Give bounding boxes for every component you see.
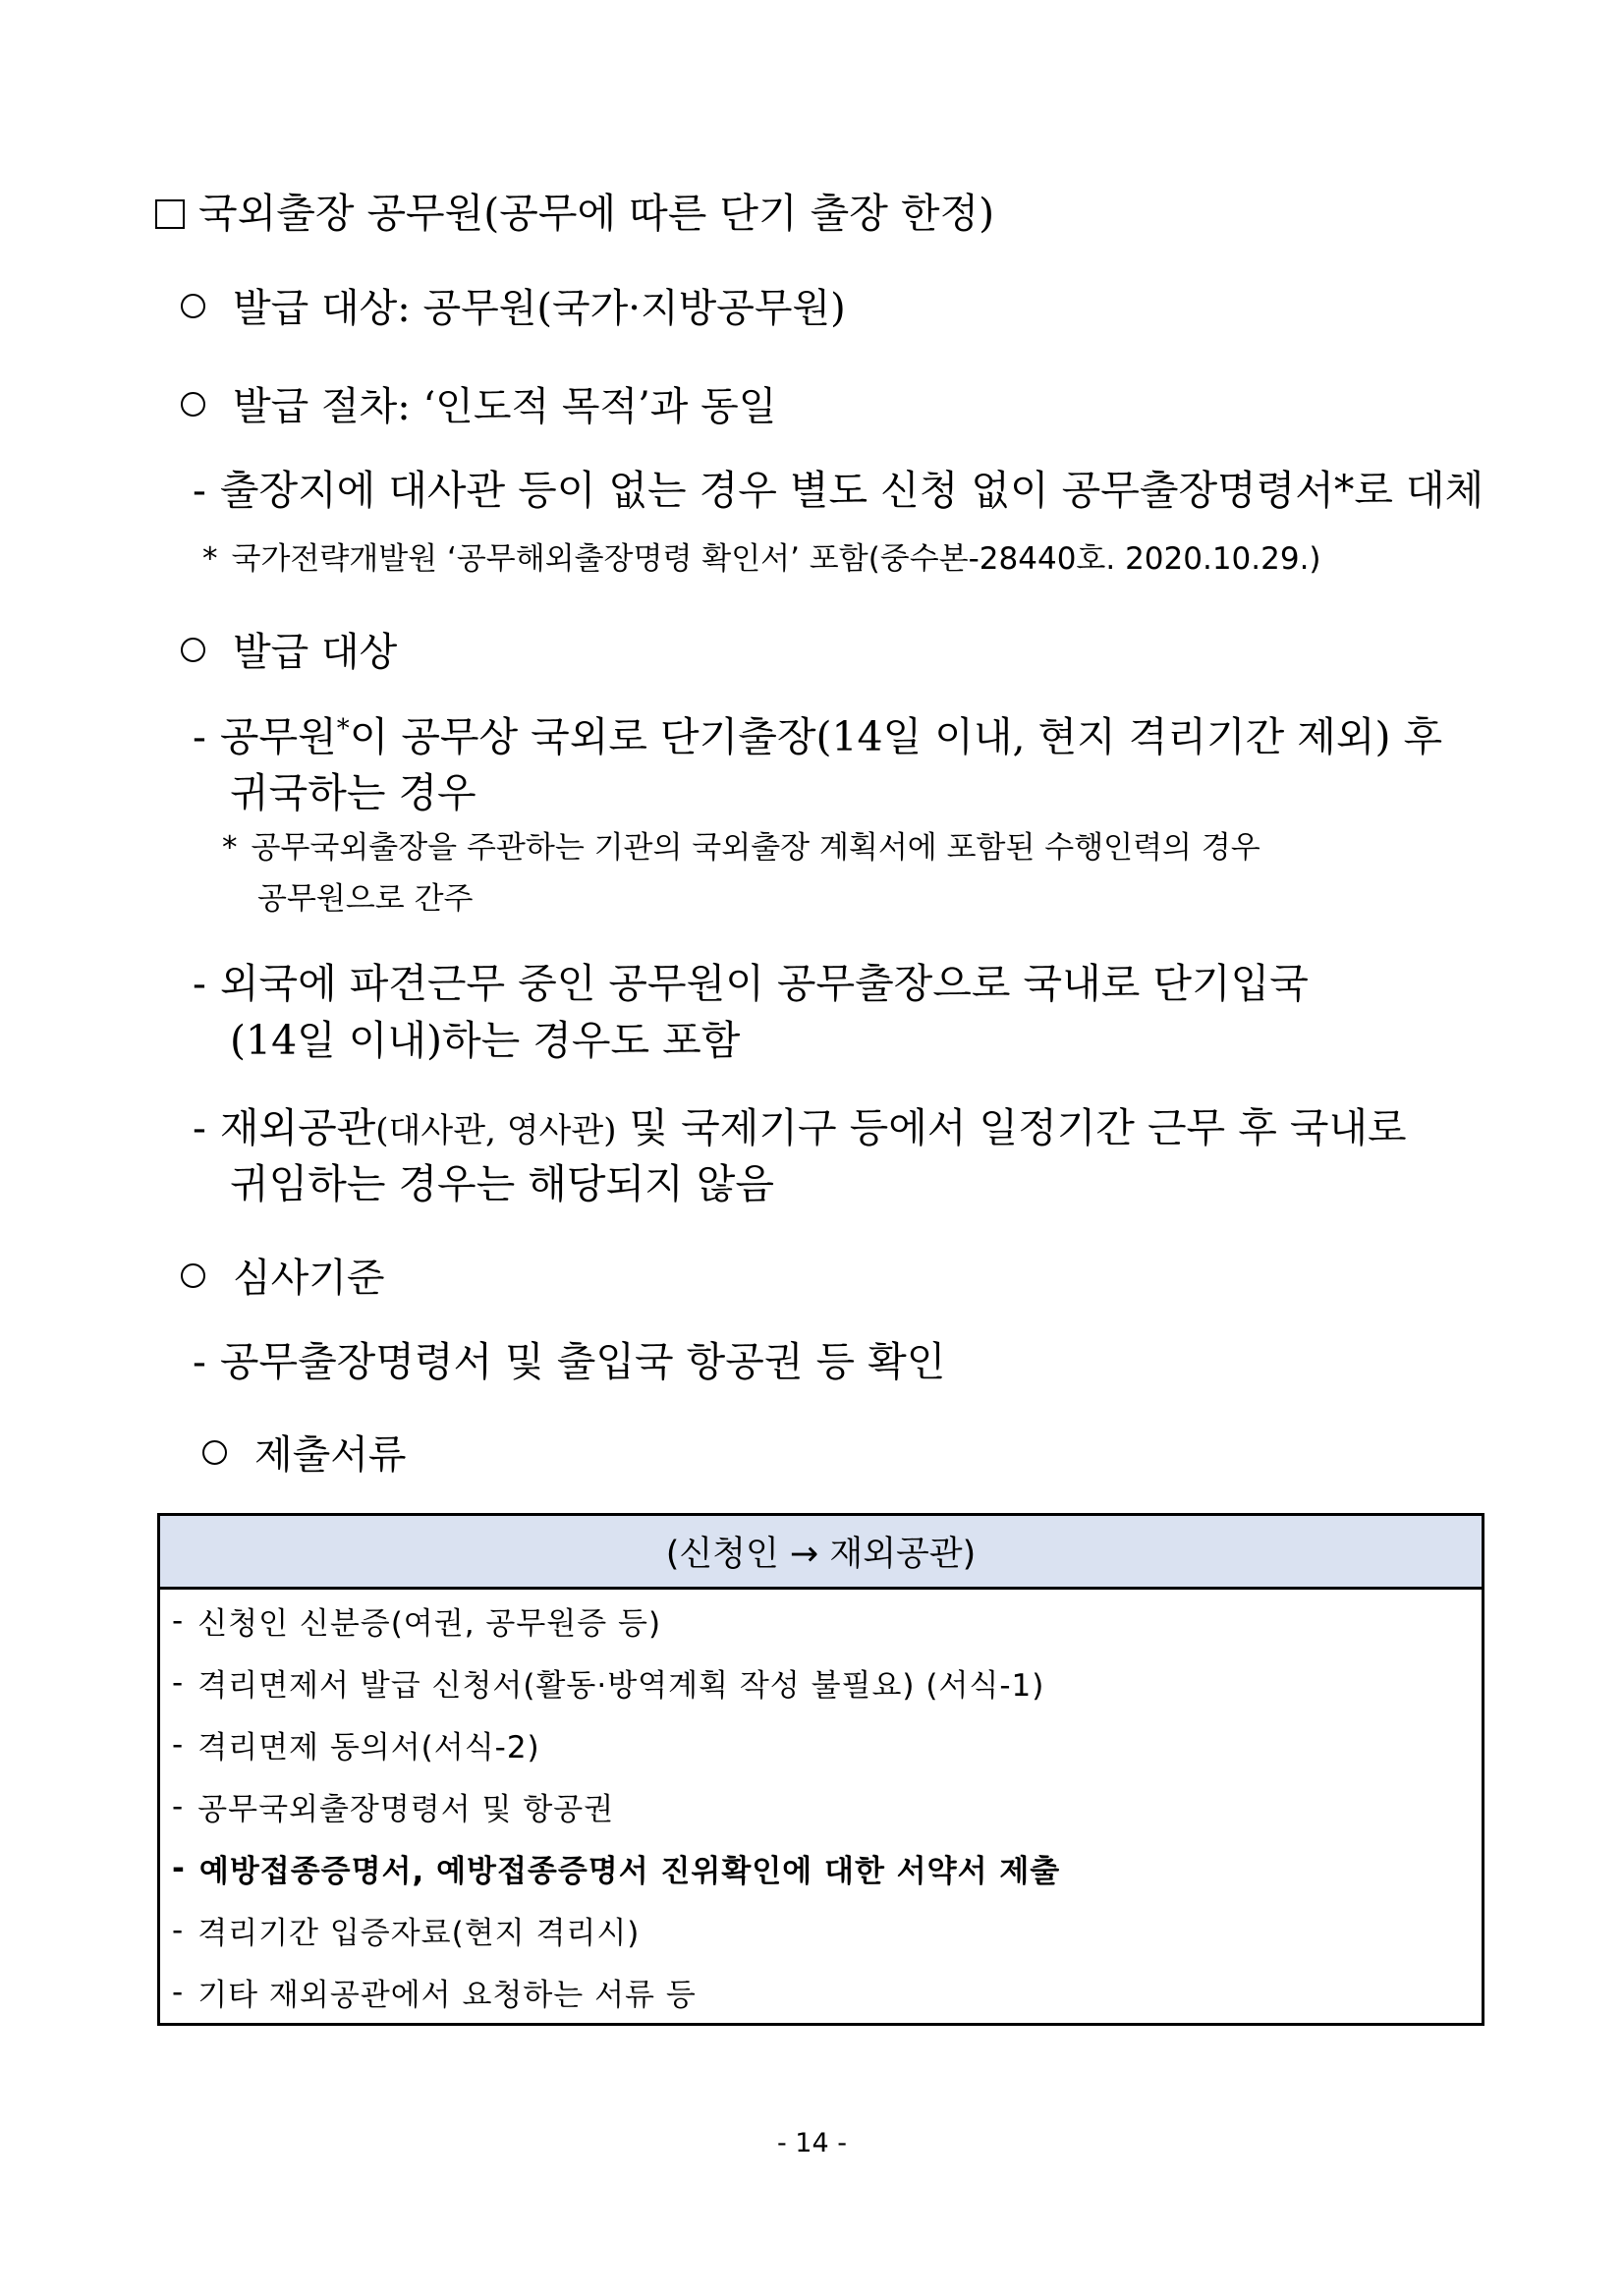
table-row: - 격리기간 입증자료(현지 격리시)	[172, 1912, 641, 1951]
table-row: - 신청인 신분증(여권, 공무원증 등)	[172, 1602, 662, 1642]
section-title: 국외출장 공무원(공무에 따른 단기 출장 한정)	[198, 190, 995, 237]
item-target: 발급 대상	[181, 630, 397, 675]
circle-bullet-icon	[202, 1440, 227, 1465]
table-row: - 기타 재외공관에서 요청하는 서류 등	[172, 1974, 697, 2013]
target-sub3-continuation: 귀임하는 경우는 해당되지 않음	[230, 1160, 774, 1207]
procedure-sub-line: - 출장지에 대사관 등이 없는 경우 별도 신청 없이 공무출장명령서*로 대체	[193, 467, 1484, 514]
item-documents: 제출서류	[202, 1432, 407, 1478]
table-row: - 격리면제 동의서(서식-2)	[172, 1726, 540, 1765]
target-sub2-continuation: (14일 이내)하는 경우도 포함	[230, 1017, 741, 1064]
table-row: - 공무국외출장명령서 및 항공권	[172, 1788, 615, 1827]
page-number: - 14 -	[776, 2128, 847, 2158]
circle-bullet-icon	[181, 638, 205, 662]
criteria-sub-line: - 공무출장명령서 및 출입국 항공권 등 확인	[193, 1338, 946, 1385]
target-sub1-continuation: 귀국하는 경우	[230, 769, 476, 816]
section-heading	[155, 191, 994, 237]
table-row: - 격리면제서 발급 신청서(활동·방역계획 작성 불필요) (서식-1)	[172, 1664, 1045, 1704]
table-header: (신청인 → 재외공관)	[160, 1516, 1482, 1590]
target-sub3-line: - 재외공관(대사관, 영사관) 및 국제기구 등에서 일정기간 근무 후 국내로	[193, 1104, 1407, 1151]
square-bullet-icon	[155, 199, 185, 229]
procedure-note: * 국가전략개발원 ‘공무해외출장명령 확인서’ 포함(중수본-28440호. 2020.10.29.)	[202, 541, 1321, 577]
circle-bullet-icon	[181, 1263, 205, 1288]
documents-table	[157, 1513, 1484, 2026]
item-target-short: 발급 대상: 공무원(국가·지방공무원)	[181, 286, 846, 331]
target-note-line2: 공무원으로 간주	[257, 881, 474, 917]
table-row: - 예방접종증명서, 예방접종증명서 진위확인에 대한 서약서 제출	[172, 1850, 1061, 1889]
target-sub1-line: - 공무원*이 공무상 국외로 단기출장(14일 이내, 현지 격리기간 제외) 후	[193, 713, 1443, 760]
target-note-line1: * 공무국외출장을 주관하는 기관의 국외출장 계획서에 포함된 수행인력의 경우	[222, 830, 1260, 866]
item-criteria: 심사기준	[181, 1256, 385, 1301]
item-procedure: 발급 절차: ‘인도적 목적’과 동일	[181, 384, 776, 429]
circle-bullet-icon	[181, 294, 205, 318]
target-sub2-line: - 외국에 파견근무 중인 공무원이 공무출장으로 국내로 단기입국	[193, 960, 1309, 1007]
circle-bullet-icon	[181, 392, 205, 417]
